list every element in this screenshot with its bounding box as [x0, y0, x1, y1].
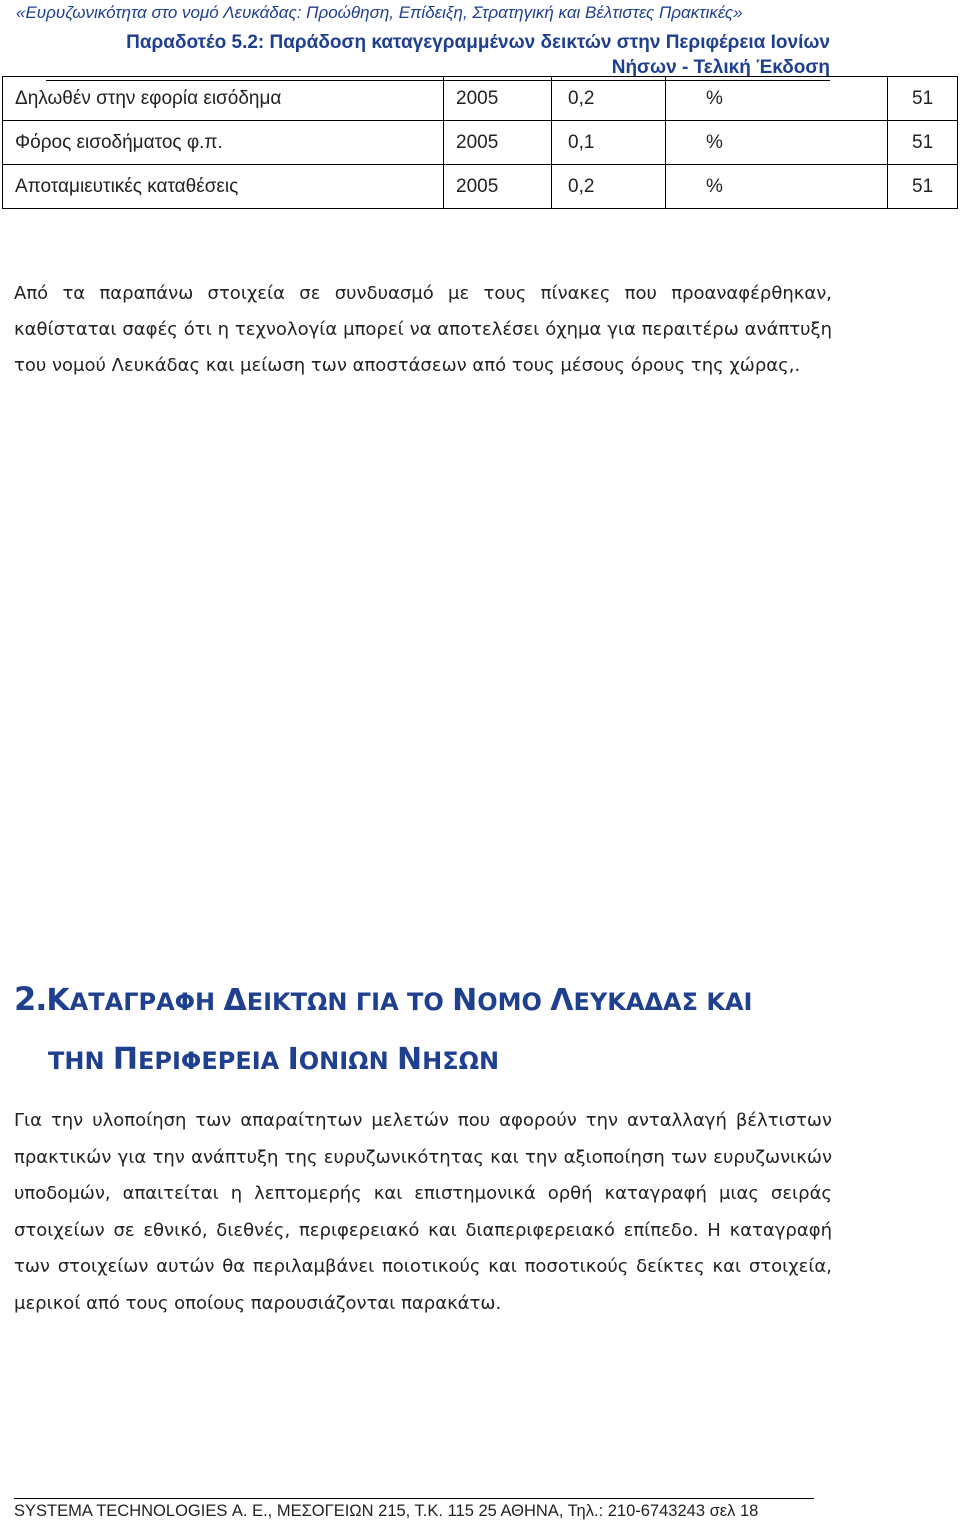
summary-paragraph: Από τα παραπάνω στοιχεία σε συνδυασμό με τους πίνακες που προαναφέρθηκαν, καθίσταται σαφές ότι η τεχνολογία μπορεί να αποτελέσει όχημα για περαιτέρω ανάπτυξη του νομού Λευκάδας και μείωση των αποστάσεων από τους μέσους όρους της χώρας,. [14, 283, 832, 376]
body-paragraph: Για την υλοποίηση των απαραίτητων μελετών που αφορούν την ανταλλαγή βέλτιστων πρακτικών για την ανάπτυξη της ευρυζωνικότητας και την αξιοποίηση των ευρυζωνικών υποδομών, απαιτείται η λεπτομερής και επιστημονικά ορθή καταγραφή μιας σειράς στοιχείων σε εθνικό, διεθνές, περιφερειακό και διαπεριφερειακό επίπεδο. Η καταγραφή των στοιχείων αυτών θα περιλαμβάνει ποιοτικούς και ποσοτικούς δείκτες και στοιχεία, μερικοί από τους οποίους παρουσιάζονται παρακάτω. [14, 1110, 832, 1314]
rank-cell: 51 [888, 165, 958, 209]
table-row [3, 121, 958, 165]
year-cell: 2005 [444, 121, 552, 165]
table-row [3, 165, 958, 209]
rank-cell: 51 [888, 121, 958, 165]
unit-cell: % [666, 165, 888, 209]
value-cell: 0,2 [552, 165, 666, 209]
deliverable-title-line2: Νήσων - Τελική Έκδοση [611, 57, 830, 78]
indicator-name-cell: Δηλωθέν στην εφορία εισόδημα [3, 77, 444, 121]
page-footer: SYSTEMA TECHNOLOGIES Α. Ε., ΜΕΣΟΓΕΙΩΝ 215, Τ.Κ. 115 25 ΑΘΗΝΑ, Τηλ.: 210-6743243 σελ 18 [14, 1502, 759, 1520]
unit-cell: % [666, 121, 888, 165]
year-cell: 2005 [444, 165, 552, 209]
section-heading-line2: ΤΗΝ ΠΕΡΙΦΕΡΕΙΑ ΙΟΝΙΩΝ ΝΗΣΩΝ [48, 1042, 500, 1077]
section-number: 2. [14, 980, 47, 1018]
indicator-table [2, 76, 958, 209]
section-heading-line1: 2.ΚΑΤΑΓΡΑΦΗ ΔΕΙΚΤΩΝ ΓΙΑ ΤΟ ΝΟΜΟ ΛΕΥΚΑΔΑΣ ΚΑΙ [14, 980, 753, 1018]
unit-cell: % [666, 77, 888, 121]
value-cell: 0,2 [552, 77, 666, 121]
indicator-name-cell: Αποταμιευτικές καταθέσεις [3, 165, 444, 209]
deliverable-title [46, 30, 830, 80]
footer-rule [14, 1498, 814, 1499]
table-row [3, 77, 958, 121]
rank-cell: 51 [888, 77, 958, 121]
value-cell: 0,1 [552, 121, 666, 165]
year-cell: 2005 [444, 77, 552, 121]
indicator-name-cell: Φόρος εισοδήματος φ.π. [3, 121, 444, 165]
deliverable-title-line1: Παραδοτέο 5.2: Παράδοση καταγεγραμμένων δεικτών στην Περιφέρεια Ιονίων [126, 32, 830, 53]
project-title: «Ευρυζωνικότητα στο νομό Λευκάδας: Προώθηση, Επίδειξη, Στρατηγική και Βέλτιστες Πρακτικές» [16, 3, 743, 22]
